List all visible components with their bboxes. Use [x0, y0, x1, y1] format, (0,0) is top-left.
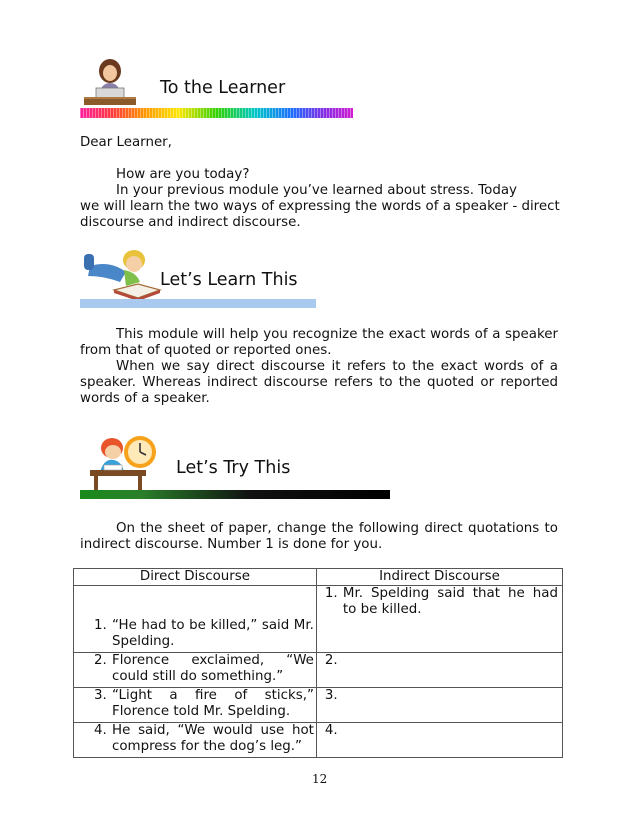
direct-cell — [74, 723, 317, 758]
paragraph-line: from that of quoted or reported ones. — [80, 343, 332, 358]
indirect-cell — [316, 723, 562, 758]
table-row — [74, 653, 563, 688]
paragraph-line: In your previous module you’ve learned about stress. Today — [116, 183, 517, 198]
direct-text-line: “Light a fire of sticks,” — [112, 688, 314, 703]
direct-cell — [74, 688, 317, 723]
table-row — [74, 688, 563, 723]
item-number: 3. — [94, 688, 107, 703]
paragraph-line: indirect discourse. Number 1 is done for you. — [80, 537, 383, 552]
paragraph-line: On the sheet of paper, change the following direct quotations to — [116, 521, 558, 536]
table-header-row — [74, 569, 563, 586]
paragraph-line: words of a speaker. — [80, 391, 210, 406]
column-header-indirect: Indirect Discourse — [316, 569, 562, 586]
direct-text-line: Spelding. — [112, 634, 175, 649]
item-number: 2. — [324, 653, 338, 668]
direct-text-line: could still do something.” — [112, 669, 284, 684]
item-number: 3. — [324, 688, 338, 703]
indirect-cell — [316, 688, 562, 723]
page-number: 12 — [312, 772, 328, 786]
green-gradient-divider-bar — [80, 490, 390, 499]
greeting-text: Dear Learner, — [80, 135, 172, 150]
direct-cell — [74, 653, 317, 688]
paragraph-line: we will learn the two ways of expressing the words of a speaker - direct — [80, 199, 560, 214]
paragraph-line: discourse and indirect discourse. — [80, 215, 301, 230]
light-blue-divider-bar — [80, 299, 316, 308]
item-number: 4. — [324, 723, 338, 738]
section-heading-lets-try-this: Let’s Try This — [176, 458, 291, 478]
rainbow-divider-bar — [80, 108, 353, 118]
item-number: 1. — [324, 586, 338, 601]
direct-text-line: He said, “We would use hot — [112, 723, 314, 738]
indirect-cell — [316, 653, 562, 688]
boy-reading-book-icon — [80, 246, 164, 306]
direct-text-line: Florence told Mr. Spelding. — [112, 704, 291, 719]
girl-studying-clock-icon — [82, 432, 164, 494]
paragraph-line: When we say direct discourse it refers to the exact words of a — [116, 359, 558, 374]
paragraph-line: This module will help you recognize the exact words of a speaker — [116, 327, 558, 342]
direct-text-line: compress for the dog’s leg.” — [112, 739, 302, 754]
woman-at-desk-icon — [82, 55, 138, 107]
paragraph-line: How are you today? — [116, 167, 250, 182]
table-row — [74, 723, 563, 758]
table-row — [74, 586, 563, 653]
indirect-text-line: Mr. Spelding said that he had — [342, 586, 558, 601]
item-number: 4. — [94, 723, 107, 738]
indirect-text-line: to be killed. — [342, 602, 422, 617]
section-heading-to-the-learner: To the Learner — [160, 78, 286, 98]
direct-cell — [74, 586, 317, 653]
direct-text-line: “He had to be killed,” said Mr. — [112, 618, 314, 633]
section-heading-lets-learn-this: Let’s Learn This — [160, 270, 298, 290]
exercise-table — [73, 568, 563, 758]
item-number: 2. — [94, 653, 107, 668]
direct-text-line: Florence exclaimed, “We — [112, 653, 314, 668]
item-number: 1. — [94, 618, 107, 633]
indirect-answer-blank — [343, 688, 558, 704]
indirect-cell — [316, 586, 562, 653]
indirect-answer-blank — [343, 723, 558, 739]
indirect-answer-blank — [343, 653, 558, 669]
column-header-direct: Direct Discourse — [74, 569, 317, 586]
paragraph-line: speaker. Whereas indirect discourse refers to the quoted or reported — [80, 375, 558, 390]
